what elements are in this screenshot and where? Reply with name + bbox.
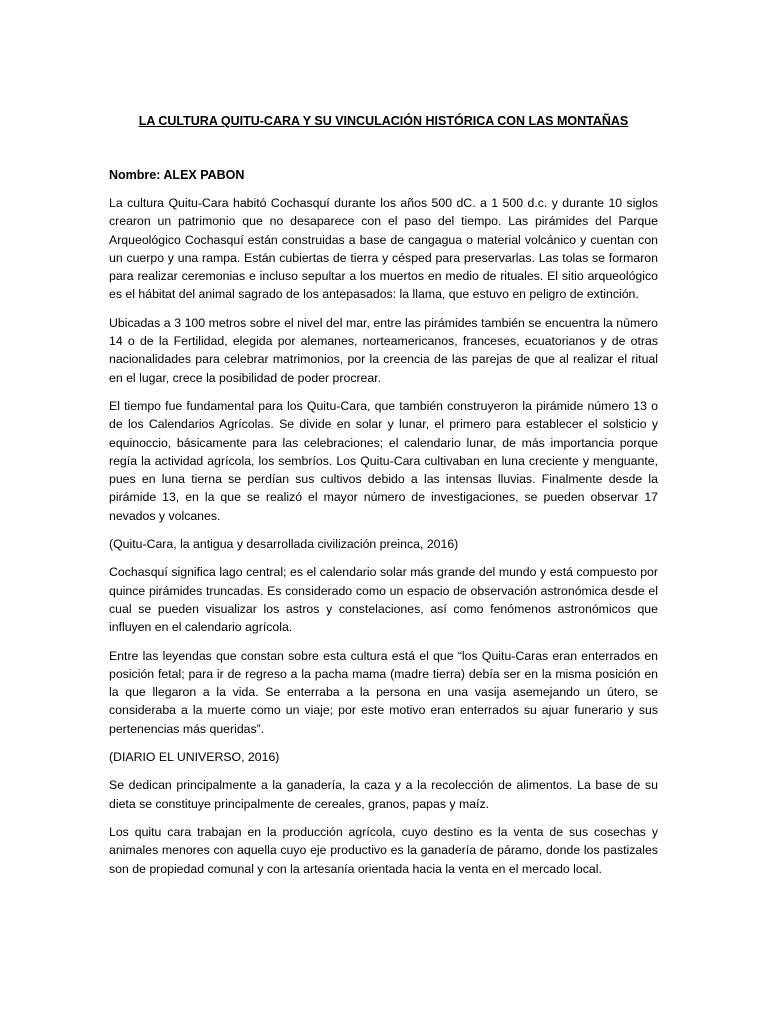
paragraph-legends: Entre las leyendas que constan sobre esta cultura está el que “los Quitu-Caras eran enterrados en posición fetal; para ir de regreso a la pacha mama (madre tierra) debía ser en la misma posición en la que llegaron a la vida. Se enterraba a la persona en una vasija asemejando un útero, se consideraba a la muerte como un viaje; por este motivo eran enterrados su ajuar funerario y sus pertenencias más queridas”. bbox=[109, 648, 658, 736]
paragraph-economy: Se dedican principalmente a la ganadería, la caza y a la recolección de alimentos. La base de su dieta se constituye principalmente de cereales, granos, papas y maíz. bbox=[109, 778, 658, 811]
paragraph-calendars: El tiempo fue fundamental para los Quitu-Cara, que también construyeron la pirámide número 13 o de los Calendarios Agrícolas. Se divide en solar y lunar, el primero para establecer el solsticio y equinoccio, básicamente para las celebraciones; el calendario lunar, de más importancia porque regía la actividad agrícola, los sembríos. Los Quitu-Cara cultivaban en luna creciente y menguante, pues en luna tierna se perdían sus cultivos debido a las intensas lluvias. Finalmente desde la pirámide 13, en la que se realizó el mayor número de investigaciones, se pueden observar 17 nevados y volcanes. bbox=[109, 398, 658, 523]
document-title: LA CULTURA QUITU-CARA Y SU VINCULACIÓN HISTÓRICA CON LAS MONTAÑAS bbox=[138, 114, 629, 128]
paragraph-fertility-pyramid: Ubicadas a 3 100 metros sobre el nivel del mar, entre las pirámides también se encuentra la número 14 o de la Fertilidad, elegida por alemanes, norteamericanos, franceses, ecuatorianos y de otras nacionalidades para celebrar matrimonios, por la creencia de las parejas de que al realizar el ritual en el lugar, crece la posibilidad de poder procrear. bbox=[109, 315, 658, 385]
paragraph-agriculture: Los quitu cara trabajan en la producción agrícola, cuyo destino es la venta de sus cosechas y animales menores con aquella cuyo eje productivo es la ganadería de páramo, donde los pastizales son de propiedad comunal y con la artesanía orientada hacia la venta en el mercado local. bbox=[109, 824, 658, 876]
document-body bbox=[109, 112, 658, 878]
citation-diario-el-universo: (DIARIO EL UNIVERSO, 2016) bbox=[109, 750, 280, 765]
citation-quitu-cara: (Quitu-Cara, la antigua y desarrollada civilización preinca, 2016) bbox=[109, 537, 459, 552]
paragraph-cochasqui: Cochasquí significa lago central; es el calendario solar más grande del mundo y está compuesto por quince pirámides truncadas. Es considerado como un espacio de observación astronómica desde el cual se pueden visualizar los astros y constelaciones, así como fenómenos astronómicos que influyen en el calendario agrícola. bbox=[109, 565, 658, 635]
author-name: Nombre: ALEX PABON bbox=[109, 168, 245, 182]
paragraph-intro: La cultura Quitu-Cara habitó Cochasquí durante los años 500 dC. a 1 500 d.c. y durante 10 siglos crearon un patrimonio que no desaparece con el paso del tiempo. Las pirámides del Parque Arqueológico Cochasquí están construidas a base de cangagua o material volcánico y cuentan con un cuerpo y una rampa. Están cubiertas de tierra y césped para preservarlas. Las tolas se formaron para realizar ceremonias e incluso sepultar a los muertos en medio de rituales. El sitio arqueológico es el hábitat del animal sagrado de los antepasados: la llama, que estuvo en peligro de extinción. bbox=[109, 196, 658, 302]
